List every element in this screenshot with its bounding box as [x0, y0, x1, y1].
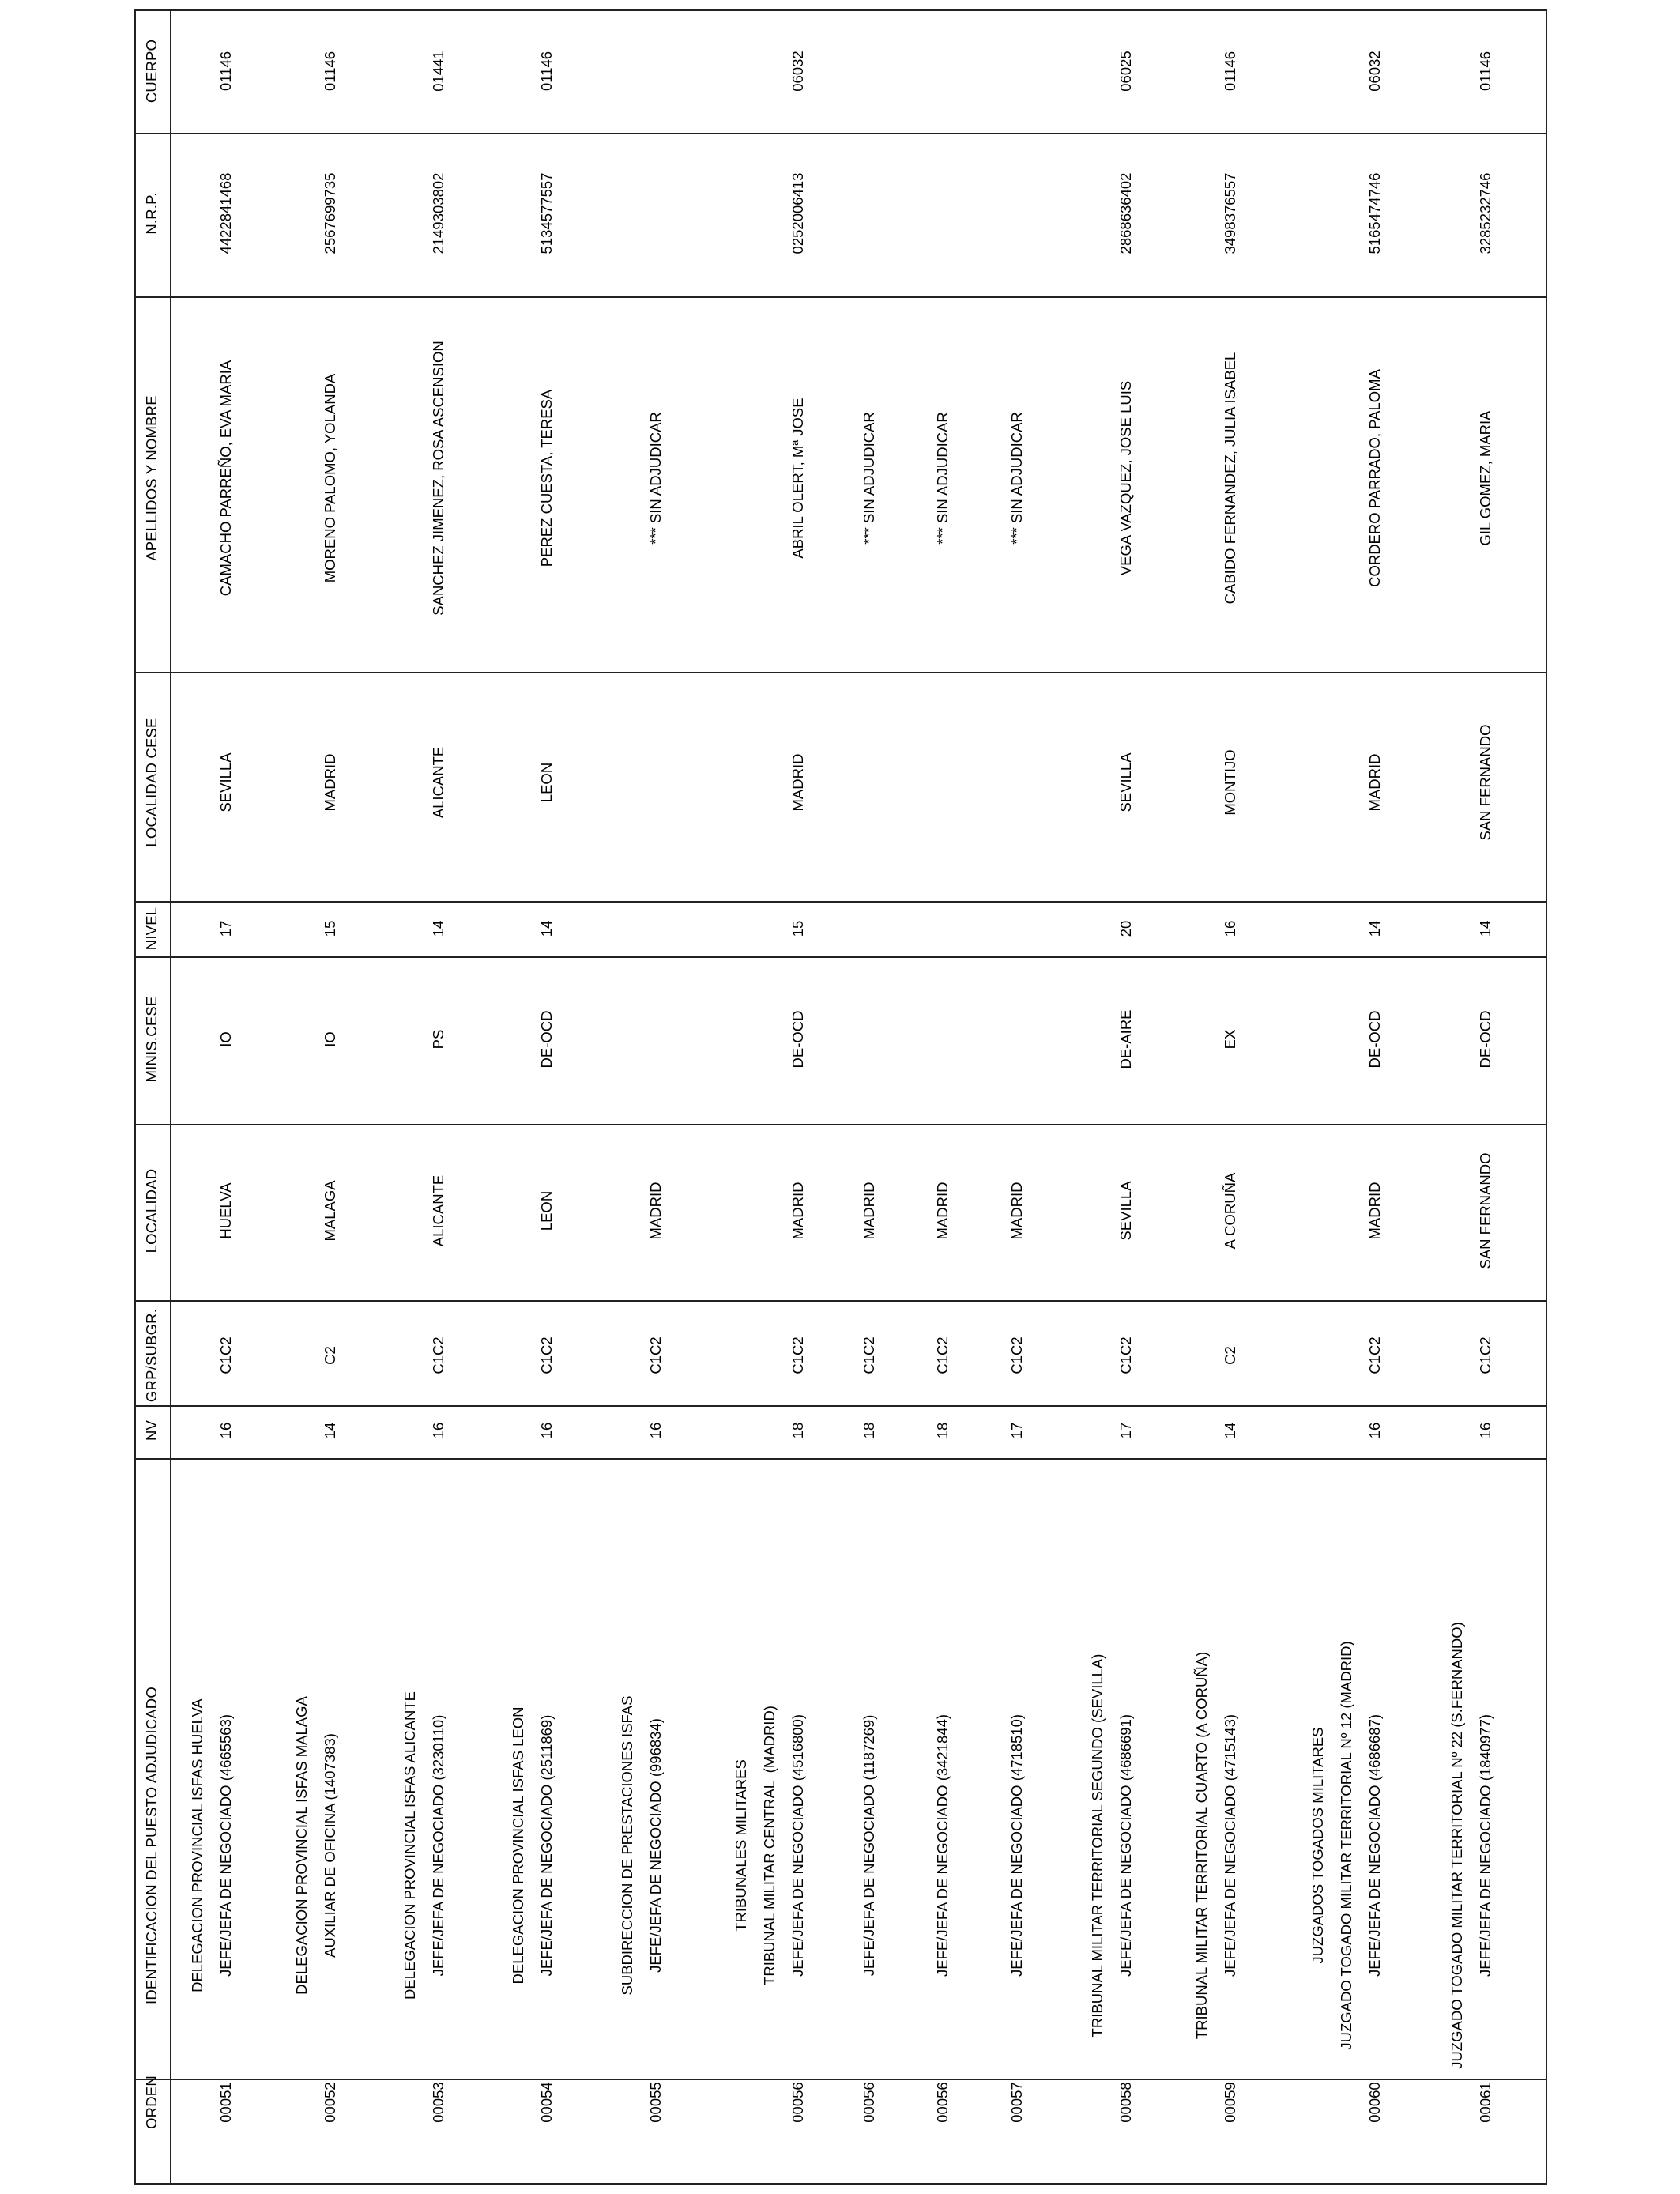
- cell-ident-line: JEFE/JEFA DE NEGOCIADO (4516800): [789, 1713, 806, 1977]
- cell-ident-line: AUXILIAR DE OFICINA (1407383): [322, 1733, 338, 1958]
- cell-ident-line: JEFE/JEFA DE NEGOCIADO (3230110): [430, 1714, 446, 1977]
- cell-nrp: 0252006413: [789, 172, 806, 254]
- cell-nombre: VEGA VAZQUEZ, JOSE LUIS: [1117, 380, 1134, 576]
- cell-grp: C1C2: [789, 1336, 806, 1374]
- cell-nivel: 15: [322, 920, 338, 937]
- cell-ident-line: DELEGACION PROVINCIAL ISFAS HUELVA: [189, 1698, 205, 1992]
- cell-ident-line: JEFE/JEFA DE NEGOCIADO (4665563): [217, 1713, 234, 1977]
- cell-orden: 00056: [934, 2082, 951, 2123]
- cell-nombre: CORDERO PARRADO, PALOMA: [1366, 369, 1383, 587]
- column-divider: [134, 672, 1547, 673]
- cell-nombre: CABIDO FERNANDEZ, JULIA ISABEL: [1222, 352, 1238, 605]
- cell-nombre: *** SIN ADJUDICAR: [934, 412, 951, 545]
- cell-nv: 18: [789, 1422, 806, 1439]
- cell-ident-line: SUBDIRECCION DE PRESTACIONES ISFAS: [619, 1695, 635, 1996]
- cell-ident-line: JUZGADO TOGADO MILITAR TERRITORIAL Nº 12 (MADRID): [1338, 1641, 1354, 2050]
- header-nrp: N.R.P.: [143, 192, 160, 235]
- cell-ident-line: DELEGACION PROVINCIAL ISFAS LEON: [510, 1706, 526, 1985]
- cell-nv: 16: [430, 1422, 446, 1439]
- cell-cuerpo: 01441: [430, 51, 446, 92]
- cell-nrp: 3285232746: [1477, 172, 1494, 254]
- cell-nrp: 2868636402: [1117, 172, 1134, 254]
- cell-loc-cese: MADRID: [322, 753, 338, 812]
- cell-localidad: A CORUÑA: [1222, 1172, 1238, 1250]
- cell-nombre: CAMACHO PARREÑO, EVA MARIA: [217, 360, 234, 597]
- cell-loc-cese: SEVILLA: [1117, 752, 1134, 812]
- cell-localidad: ALICANTE: [430, 1174, 446, 1247]
- cell-ident-line: TRIBUNAL MILITAR TERRITORIAL CUARTO (A CORUÑA): [1193, 1651, 1210, 2040]
- header-apellidos: APELLIDOS Y NOMBRE: [143, 395, 160, 561]
- cell-grp: C1C2: [217, 1336, 234, 1374]
- cell-nv: 18: [934, 1422, 951, 1439]
- cell-localidad: LEON: [538, 1190, 555, 1231]
- cell-ident-line: JEFE/JEFA DE NEGOCIADO (4715143): [1222, 1713, 1238, 1977]
- cell-localidad: SAN FERNANDO: [1477, 1152, 1494, 1269]
- cell-nivel: 14: [538, 920, 555, 937]
- cell-localidad: MADRID: [789, 1182, 806, 1240]
- cell-loc-cese: ALICANTE: [430, 746, 446, 819]
- cell-ident-line: DELEGACION PROVINCIAL ISFAS MALAGA: [293, 1696, 310, 1995]
- cell-grp: C1C2: [1477, 1336, 1494, 1374]
- cell-orden: 00055: [647, 2082, 664, 2123]
- cell-ident-line: DELEGACION PROVINCIAL ISFAS ALICANTE: [401, 1691, 418, 2000]
- cell-nivel: 20: [1117, 920, 1134, 937]
- header-divider: [170, 9, 171, 2185]
- cell-localidad: SEVILLA: [1117, 1181, 1134, 1241]
- cell-ident-line: JEFE/JEFA DE NEGOCIADO (1187269): [861, 1714, 877, 1977]
- cell-minis: DE-OCD: [789, 1010, 806, 1069]
- cell-orden: 00054: [538, 2082, 555, 2123]
- cell-nrp: 5165474746: [1366, 172, 1383, 254]
- cell-nv: 16: [647, 1422, 664, 1439]
- cell-nrp: 5134577557: [538, 172, 555, 254]
- cell-grp: C1C2: [1366, 1336, 1383, 1374]
- cell-localidad: MADRID: [861, 1182, 877, 1240]
- column-divider: [134, 296, 1547, 298]
- cell-orden: 00051: [217, 2082, 234, 2123]
- cell-loc-cese: MADRID: [1366, 753, 1383, 812]
- cell-ident-line: JEFE/JEFA DE NEGOCIADO (4686687): [1366, 1713, 1383, 1977]
- column-divider: [134, 1300, 1547, 1302]
- cell-nrp: 2149303802: [430, 172, 446, 254]
- cell-minis: DE-OCD: [538, 1010, 555, 1069]
- cell-nv: 14: [1222, 1422, 1238, 1439]
- cell-cuerpo: 06025: [1117, 51, 1134, 92]
- cell-loc-cese: MONTIJO: [1222, 749, 1238, 816]
- cell-localidad: MADRID: [647, 1182, 664, 1240]
- cell-grp: C1C2: [861, 1336, 877, 1374]
- column-divider: [134, 1124, 1547, 1125]
- cell-nivel: 16: [1222, 920, 1238, 937]
- cell-loc-cese: MADRID: [789, 753, 806, 812]
- cell-nv: 18: [861, 1422, 877, 1439]
- cell-cuerpo: 01146: [1222, 51, 1238, 92]
- cell-orden: 00056: [861, 2082, 877, 2123]
- cell-minis: IO: [322, 1031, 338, 1047]
- cell-localidad: MALAGA: [322, 1180, 338, 1242]
- cell-orden: 00061: [1477, 2082, 1494, 2123]
- cell-orden: 00056: [789, 2082, 806, 2123]
- cell-cuerpo: 01146: [217, 51, 234, 92]
- cell-cuerpo: 06032: [789, 51, 806, 92]
- cell-localidad: MADRID: [1366, 1182, 1383, 1240]
- cell-cuerpo: 01146: [538, 51, 555, 92]
- cell-cuerpo: 01146: [1477, 51, 1494, 92]
- cell-nv: 16: [1366, 1422, 1383, 1439]
- cell-cuerpo: 01146: [322, 51, 338, 92]
- cell-ident-line: JEFE/JEFA DE NEGOCIADO (4718510): [1008, 1713, 1025, 1977]
- header-localidad-cese: LOCALIDAD CESE: [143, 718, 160, 847]
- cell-nivel: 14: [1366, 920, 1383, 937]
- cell-nv: 16: [1477, 1422, 1494, 1439]
- cell-orden: 00059: [1222, 2082, 1238, 2123]
- cell-nrp: 4422841468: [217, 172, 234, 254]
- cell-nombre: ABRIL OLERT, Mª JOSE: [789, 398, 806, 559]
- cell-minis: IO: [217, 1031, 234, 1047]
- table-frame: [134, 9, 1547, 2185]
- cell-ident-line: JEFE/JEFA DE NEGOCIADO (3421844): [934, 1713, 951, 1977]
- header-orden: ORDEN: [143, 2075, 160, 2129]
- header-nv: NV: [143, 1419, 160, 1442]
- column-divider: [134, 901, 1547, 903]
- column-divider: [134, 133, 1547, 134]
- cell-ident-line: JUZGADOS TOGADOS MILITARES: [1309, 1727, 1326, 1964]
- cell-nv: 17: [1117, 1422, 1134, 1439]
- cell-orden: 00057: [1008, 2082, 1025, 2123]
- header-minis-cese: MINIS.CESE: [143, 996, 160, 1083]
- cell-grp: C1C2: [430, 1336, 446, 1374]
- cell-ident-line: TRIBUNAL MILITAR CENTRAL (MADRID): [761, 1706, 778, 1985]
- cell-minis: DE-AIRE: [1117, 1009, 1134, 1069]
- cell-minis: PS: [430, 1029, 446, 1050]
- cell-nrp: 3498376557: [1222, 172, 1238, 254]
- cell-orden: 00060: [1366, 2082, 1383, 2123]
- cell-nombre: MORENO PALOMO, YOLANDA: [322, 373, 338, 583]
- cell-loc-cese: SAN FERNANDO: [1477, 724, 1494, 841]
- cell-nombre: GIL GOMEZ, MARIA: [1477, 410, 1494, 546]
- cell-nombre: *** SIN ADJUDICAR: [647, 412, 664, 545]
- cell-ident-line: JEFE/JEFA DE NEGOCIADO (1840977): [1477, 1713, 1494, 1977]
- cell-localidad: MADRID: [1008, 1182, 1025, 1240]
- cell-ident-line: JEFE/JEFA DE NEGOCIADO (4686691): [1117, 1713, 1134, 1977]
- cell-grp: C1C2: [647, 1336, 664, 1374]
- cell-nv: 17: [1008, 1422, 1025, 1439]
- header-localidad: LOCALIDAD: [143, 1168, 160, 1253]
- cell-grp: C1C2: [934, 1336, 951, 1374]
- column-divider: [134, 956, 1547, 958]
- cell-nivel: 14: [430, 920, 446, 937]
- cell-orden: 00052: [322, 2082, 338, 2123]
- cell-nombre: *** SIN ADJUDICAR: [1008, 412, 1025, 545]
- header-identificacion: IDENTIFICACION DEL PUESTO ADJUDICADO: [143, 1687, 160, 2004]
- header-grp: GRP/SUBGR.: [143, 1308, 160, 1403]
- cell-orden: 00058: [1117, 2082, 1134, 2123]
- cell-ident-line: JEFE/JEFA DE NEGOCIADO (2511869): [538, 1714, 555, 1977]
- cell-localidad: MADRID: [934, 1182, 951, 1240]
- cell-nombre: SANCHEZ JIMENEZ, ROSA ASCENSION: [430, 341, 446, 616]
- cell-ident-line: TRIBUNALES MILITARES: [733, 1759, 749, 1932]
- cell-loc-cese: SEVILLA: [217, 752, 234, 812]
- column-divider: [134, 1405, 1547, 1407]
- cell-minis: DE-OCD: [1366, 1010, 1383, 1069]
- column-divider: [134, 2079, 1547, 2080]
- cell-grp: C1C2: [1117, 1336, 1134, 1374]
- cell-ident-line: TRIBUNAL MILITAR TERRITORIAL SEGUNDO (SEVILLA): [1089, 1653, 1106, 2038]
- cell-grp: C2: [322, 1346, 338, 1365]
- cell-minis: DE-OCD: [1477, 1010, 1494, 1069]
- cell-grp: C1C2: [538, 1336, 555, 1374]
- cell-localidad: HUELVA: [217, 1182, 234, 1239]
- cell-nivel: 14: [1477, 920, 1494, 937]
- cell-nv: 14: [322, 1422, 338, 1439]
- cell-ident-line: JEFE/JEFA DE NEGOCIADO (996834): [647, 1718, 664, 1973]
- cell-grp: C2: [1222, 1346, 1238, 1365]
- cell-grp: C1C2: [1008, 1336, 1025, 1374]
- cell-nombre: *** SIN ADJUDICAR: [861, 412, 877, 545]
- column-divider: [134, 1458, 1547, 1460]
- header-cuerpo: CUERPO: [143, 39, 160, 104]
- cell-ident-line: JUZGADO TOGADO MILITAR TERRITORIAL Nº 22 (S.FERNANDO): [1448, 1622, 1465, 2069]
- cell-nv: 16: [217, 1422, 234, 1439]
- cell-nivel: 17: [217, 920, 234, 937]
- cell-nv: 16: [538, 1422, 555, 1439]
- cell-nombre: PEREZ CUESTA, TERESA: [538, 389, 555, 567]
- cell-nivel: 15: [789, 920, 806, 937]
- cell-nrp: 2567699735: [322, 172, 338, 254]
- header-nivel: NIVEL: [143, 907, 160, 951]
- cell-minis: EX: [1222, 1029, 1238, 1050]
- cell-orden: 00053: [430, 2082, 446, 2123]
- cell-cuerpo: 06032: [1366, 51, 1383, 92]
- cell-loc-cese: LEON: [538, 762, 555, 803]
